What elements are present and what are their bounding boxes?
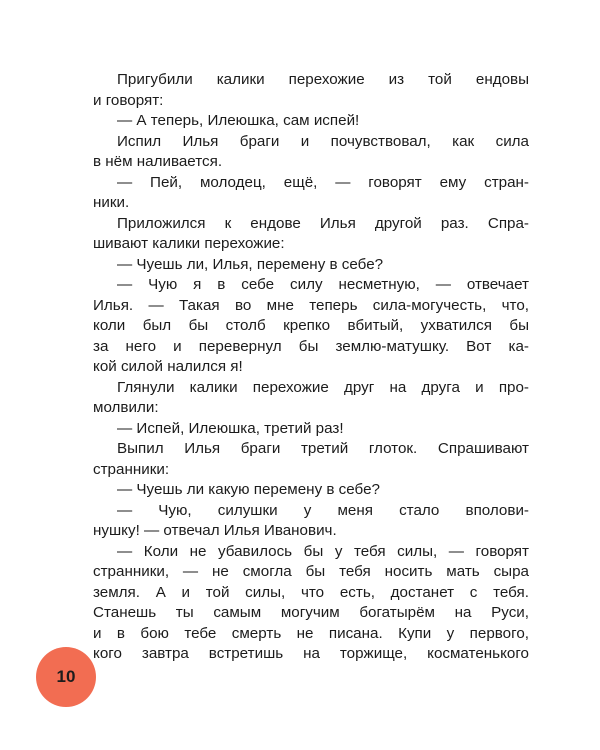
text-line: и говорят: bbox=[93, 91, 164, 109]
text-line: — Чуешь ли какую перемену в себе? bbox=[117, 481, 380, 498]
text-line: Приложился к ендове Илья другой раз. Спра- bbox=[117, 214, 529, 232]
text-line: коли был бы столб крепко вбитый, ухватился бы bbox=[93, 317, 529, 334]
text-line: кой силой налился я! bbox=[93, 358, 243, 375]
text-line: — Испей, Илеюшка, третий раз! bbox=[117, 419, 344, 437]
page-text bbox=[93, 70, 529, 665]
page-number-badge bbox=[36, 647, 96, 707]
text-line: Станешь ты самым могучим богатырём на Руси, bbox=[93, 604, 529, 621]
text-line: Испил Илья браги и почувствовал, как сила bbox=[117, 132, 529, 150]
text-line: молвили: bbox=[93, 399, 159, 416]
text-line: Глянули калики перехожие друг на друга и про- bbox=[117, 378, 529, 396]
text-line: земля. А и той силы, что есть, достанет с тебя. bbox=[93, 583, 529, 601]
page-number: 10 bbox=[56, 667, 76, 686]
text-line: в нём наливается. bbox=[93, 153, 223, 170]
text-line: за него и перевернул бы землю-матушку. Вот ка- bbox=[93, 337, 529, 355]
text-line: — Коли не убавилось бы у тебя силы, — говорят bbox=[117, 542, 529, 560]
text-line: — Чую, силушки у меня стало вполови- bbox=[117, 501, 529, 519]
text-line: странники: bbox=[93, 460, 170, 478]
text-line: — Чуешь ли, Илья, перемену в себе? bbox=[117, 255, 384, 273]
text-line: — Чую я в себе силу несметную, — отвечает bbox=[117, 276, 529, 293]
text-line: шивают калики перехожие: bbox=[93, 235, 285, 252]
text-line: нушку! — отвечал Илья Иванович. bbox=[93, 522, 337, 539]
text-line: кого завтра встретишь на торжище, косматенького bbox=[93, 645, 529, 662]
text-line: — А теперь, Илеюшка, сам испей! bbox=[117, 112, 360, 129]
text-line: — Пей, молодец, ещё, — говорят ему стран- bbox=[117, 173, 529, 191]
text-line: и в бою тебе смерть не писана. Купи у первого, bbox=[93, 624, 529, 642]
text-line: странники, — не смогла бы тебя носить мать сыра bbox=[93, 563, 529, 580]
text-line: Пригубили калики перехожие из той ендовы bbox=[117, 71, 529, 88]
text-line: Выпил Илья браги третий глоток. Спрашивают bbox=[117, 440, 529, 457]
text-line: Илья. — Такая во мне теперь сила-могучесть, что, bbox=[93, 296, 529, 314]
text-line: ники. bbox=[93, 194, 130, 211]
